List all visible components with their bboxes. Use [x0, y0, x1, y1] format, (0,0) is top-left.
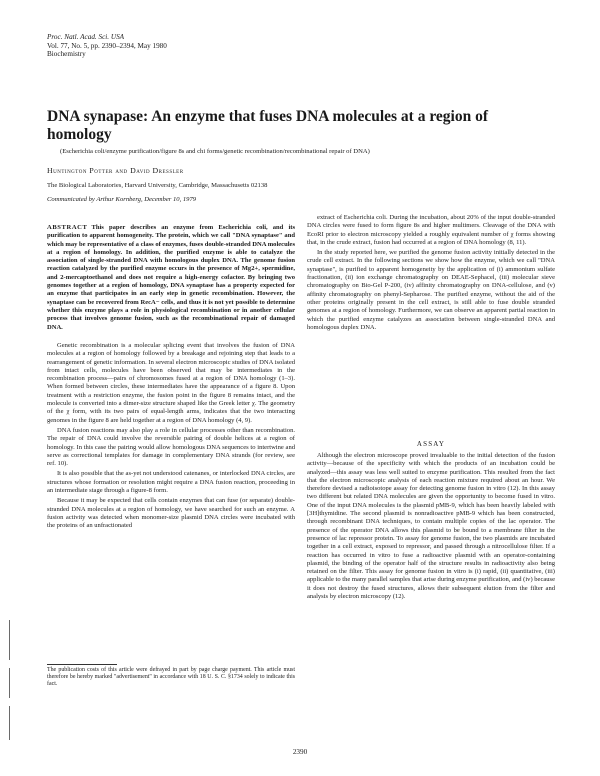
journal-name: Proc. Natl. Acad. Sci. USA: [47, 33, 125, 41]
abstract: [47, 224, 295, 332]
article-title: DNA synapase: An enzyme that fuses DNA molecules at a region of homology: [47, 108, 489, 143]
authors: Huntington Potter and David Dressler: [47, 166, 184, 175]
keywords: (Escherichia coli/enzyme purification/figure 8s and chi forms/genetic recombination/recombinational repair of DNA): [60, 148, 370, 155]
communicated-by: Communicated by Arthur Kornberg, December 10, 1979: [47, 196, 197, 203]
journal-volume: Vol. 77, No. 5, pp. 2390–2394, May 1980: [47, 41, 167, 50]
journal-header: [47, 33, 167, 59]
journal-section: Biochemistry: [47, 50, 86, 59]
paragraph: It is also possible that the as-yet not understood catenanes, or interlocked DNA circles, are structures whose formation or resolution might require a DNA fusion reaction, proceeding in an intermediate stage through a figure-8 form.: [47, 470, 295, 495]
page-number: 2390: [292, 748, 308, 756]
paragraph: Because it may be expected that cells contain enzymes that can fuse (or separate) double-stranded DNA molecules at a region of homology, we have searched for such an enzyme. A fusion activity was detected when monomer-size plasmid DNA circles were incubated with the proteins of an unfractionated: [47, 497, 295, 530]
abstract-text: This paper describes an enzyme from Escherichia coli, and its purification to apparent homogeneity. The protein, which we call "DNA synaptase" and which may be representative of a class of enzymes, fuses double-stranded DNA molecules at a region of homology. In addition, the purified enzyme is able to catalyze the association of single-stranded DNA with homologous duplex DNA. The genome fusion reaction catalyzed by the purified enzyme occurs in the presence of Mg2+, spermidine, and 2-mercaptoethanol and does not require a high-energy cofactor. By bringing two genomes together at a region of homology, DNA synaptase has a property expected for an enzyme that participates in an early step in genetic recombination. However, the synaptase can be recovered from RecA− cells, and thus it is not yet possible to determine whether this enzyme plays a role in physiological recombination or in another cellular process that involves genome fusion, such as the recombinational repair of damaged DNA.: [47, 224, 295, 331]
paragraph: DNA fusion reactions may also play a role in cellular processes other than recombination. The repair of DNA could involve the reversible pairing of double helices at a region of homology. In this case the pairing would allow homologous DNA sequences to intertwine and serve as correctional templates for damage in complementary DNA strands (for review, see ref. 10).: [47, 426, 295, 468]
right-column-body: [307, 214, 555, 334]
margin-scan-mark: [7, 620, 13, 740]
paragraph: Although the electron microscope proved invaluable to the initial detection of the fusion activity—because of the specificity with which the products of an incubation could be analyzed—this assay was less well suited to enzyme purification. This resulted from the fact that the electron microscopic analysis of each reaction mixture required about an hour. We therefore devised a radioisotope assay for detecting genome fusion in vitro (12). In this assay two different but related DNA molecules are given the opportunity to become fused in vitro. One of the input DNA molecules is the plasmid pMB-9, which has been heavily labeled with [3H]thymidine. The second plasmid is nonradioactive pMB-9 which has been constructed, through recombinant DNA techniques, to contain multiple copies of the lac operator. The presence of the operator DNA allows this plasmid to be bound to a membrane filter in the presence of lac repressor protein. To assay for genome fusion, the two plasmids are incubated together in a cell extract, exposed to repressor, and passed through a nitrocellulose filter. If a reaction has occurred in vitro to fuse a radioactive plasmid with an operator-containing plasmid, the binding of the operator half of the structure results in radioactivity also being retained on the filter. This assay for genome fusion in vitro is (i) rapid, (ii) quantitative, (iii) applicable to the many parallel samples that arise during enzyme purification, and (iv) because it does not destroy the fused structures, allows their subsequent elution from the filter and analysis by electron microscopy (12).: [307, 452, 555, 601]
left-column-body: [47, 342, 295, 533]
abstract-label: ABSTRACT: [47, 224, 88, 231]
affiliation: The Biological Laboratories, Harvard University, Cambridge, Massachusetts 02138: [47, 182, 268, 189]
footnote: The publication costs of this article were defrayed in part by page charge payment. This article must therefore be hereby marked "advertisement" in accordance with 18 U. S. C. §1734 solely to indicate this fact.: [47, 667, 295, 687]
assay-section-body: [307, 452, 555, 603]
section-heading-assay: ASSAY: [416, 440, 446, 448]
paragraph: In the study reported here, we purified the genome fusion activity initially detected in the crude cell extract. In the following sections we show how the enzyme, which we call "DNA synaptase", is purified to apparent homogeneity by the application of (i) ammonium sulfate fractionation, (ii) ion exchange chromatography on DEAE-Sephacel, (iii) molecular sieve chromatography on Bio-Gel P-200, (iv) affinity chromatography on DNA-cellulose, and (v) affinity chromatography on phenyl-Sepharose. The purified enzyme, without the aid of the other proteins originally present in the cell extract, is still able to fuse double stranded genomes at a region of homology. Furthermore, we can observe an apparent partial reaction in which the purified enzyme catalyzes an association between single-stranded DNA and homologous duplex DNA.: [307, 249, 555, 331]
paragraph: extract of Escherichia coli. During the incubation, about 20% of the input double-stranded DNA circles were fused to form figure 8s and higher multimers. Cleavage of the DNA with EcoRI prior to electron microscopy yielded a roughly equivalent number of χ forms showing that, in the crude extract, fusion had occurred at a region of DNA homology (8, 11).: [307, 214, 555, 246]
paragraph: Genetic recombination is a molecular splicing event that involves the fusion of DNA molecules at a region of homology followed by a breakage and rejoining step that leads to a rearrangement of genetic information. In several electron microscopic studies of DNA isolated from intact cells, molecules have been observed that may be intermediates in the recombination process—pairs of chromosomes fused at a region of DNA homology (1–3). When formed between circles, these intermediates have the appearance of a figure 8. Upon treatment with a restriction enzyme, the fusion point in the figure 8 remains intact, and the molecule is converted into a dimer-size structure shaped like the Greek letter χ. The geometry of the χ form, with its two pairs of equal-length arms, indicates that the two interacting genomes in the figure 8 are held together at a region of DNA homology (4, 9).: [47, 342, 295, 424]
footnote-rule: [47, 664, 117, 665]
